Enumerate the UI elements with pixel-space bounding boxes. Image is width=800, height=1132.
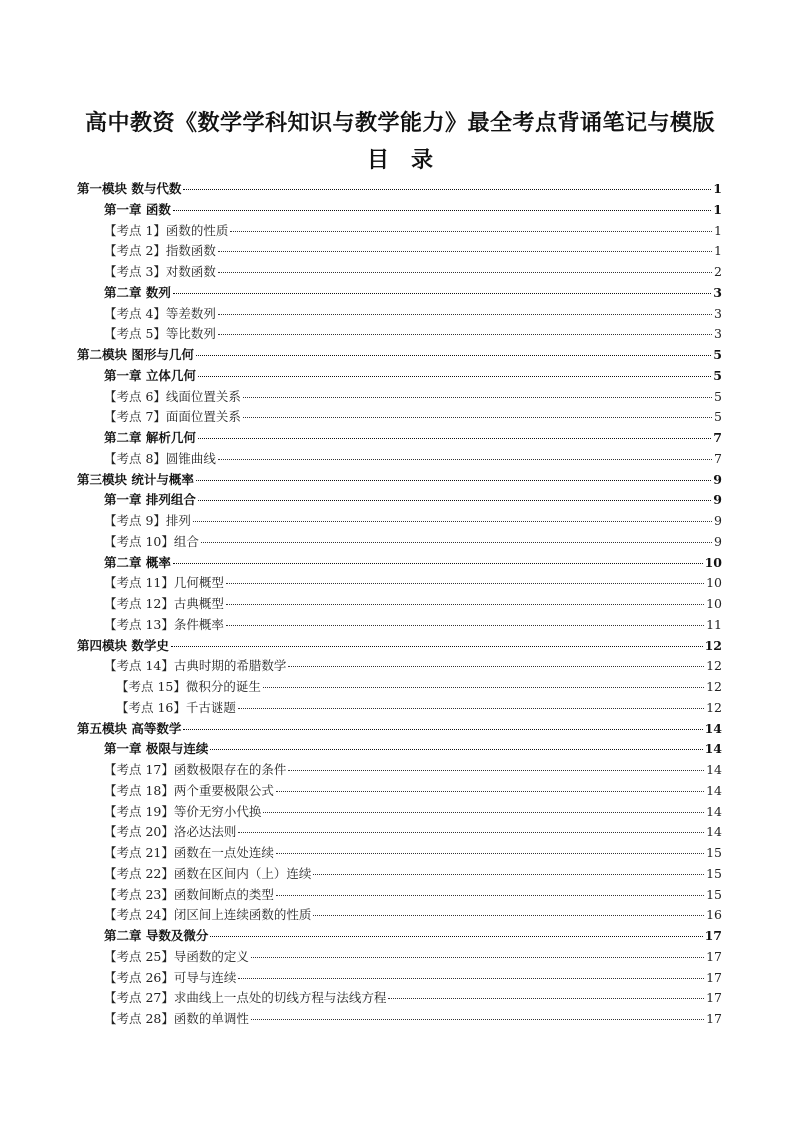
toc-entry-label: 【考点 12】古典概型: [104, 596, 224, 611]
dot-leader: [288, 666, 704, 667]
toc-entry-page-number: 14: [706, 824, 722, 840]
toc-entry-page-number: 14: [706, 782, 722, 798]
toc-entry-label: 【考点 26】可导与连续: [104, 969, 237, 985]
toc-entry-page-number: 14: [704, 720, 722, 736]
toc-entry-page-number: 9: [713, 471, 722, 487]
toc-entry-page-number: 15: [706, 886, 722, 902]
dot-leader: [238, 708, 704, 709]
toc-entry-page-number: 5: [714, 388, 722, 404]
toc-entry-label: 【考点 3】对数函数: [104, 264, 216, 279]
dot-leader: [218, 251, 712, 252]
toc-entry-label: 第一模块 数与代数: [77, 181, 182, 196]
toc-entry-page-number: 14: [706, 762, 722, 777]
toc-entry-label: 【考点 27】求曲线上一点处的切线方程与法线方程: [104, 990, 387, 1006]
dot-leader: [263, 812, 704, 813]
toc-entry-label: 第一章 极限与连续: [104, 741, 209, 757]
toc-entry-page-number: 15: [706, 865, 722, 881]
dot-leader: [230, 231, 712, 232]
dot-leader: [276, 895, 704, 896]
toc-entry-point[interactable]: [77, 262, 722, 283]
toc-entry-page-number: 15: [706, 845, 722, 860]
toc-entry-page-number: 5: [713, 347, 722, 362]
toc-entry-point[interactable]: [77, 988, 722, 1009]
toc-entry-page-number: 16: [706, 907, 722, 923]
dot-leader: [218, 314, 712, 315]
toc-entry-page-number: 9: [713, 492, 722, 508]
toc-entry-module[interactable]: [77, 179, 722, 200]
toc-entry-page-number: 2: [714, 264, 722, 279]
dot-leader: [173, 293, 711, 294]
dot-leader: [173, 563, 703, 564]
dot-leader: [238, 978, 704, 979]
toc-entry-point[interactable]: [77, 407, 722, 428]
dot-leader: [238, 832, 704, 833]
toc-entry-page-number: 10: [706, 575, 722, 591]
toc-entry-module[interactable]: [77, 636, 722, 657]
toc-entry-page-number: 12: [706, 679, 722, 694]
toc-entry-label: 【考点 6】线面位置关系: [104, 388, 241, 404]
toc-entry-label: 【考点 5】等比数列: [104, 326, 216, 342]
toc-entry-label: 第二章 解析几何: [104, 430, 196, 445]
dot-leader: [183, 729, 702, 730]
toc-entry-point[interactable]: [77, 760, 722, 781]
toc-entry-point[interactable]: [77, 532, 722, 553]
toc-entry-point[interactable]: [77, 822, 722, 843]
toc-entry-page-number: 5: [713, 367, 722, 383]
toc-entry-chapter[interactable]: [77, 200, 722, 221]
toc-entry-page-number: 1: [713, 201, 722, 217]
dot-leader: [171, 646, 703, 647]
table-of-contents: [77, 179, 722, 1030]
dot-leader: [201, 542, 712, 543]
toc-entry-label: 【考点 23】函数间断点的类型: [104, 886, 274, 902]
toc-entry-point[interactable]: [77, 594, 722, 615]
toc-entry-page-number: 17: [704, 928, 722, 943]
dot-leader: [226, 625, 704, 626]
dot-leader: [210, 936, 702, 937]
toc-entry-label: 【考点 20】洛必达法则: [104, 824, 237, 840]
dot-leader: [196, 480, 711, 481]
toc-entry-page-number: 12: [706, 658, 722, 674]
toc-entry-page-number: 17: [706, 990, 722, 1006]
toc-entry-point[interactable]: [77, 304, 722, 325]
toc-entry-point[interactable]: [77, 781, 722, 802]
toc-entry-label: 第三模块 统计与概率: [77, 471, 194, 487]
toc-entry-page-number: 5: [714, 409, 722, 425]
toc-entry-label: 【考点 24】闭区间上连续函数的性质: [104, 907, 312, 923]
toc-entry-label: 第二章 数列: [104, 284, 171, 300]
toc-entry-label: 第二模块 图形与几何: [77, 347, 194, 362]
toc-entry-label: 第一章 立体几何: [104, 367, 196, 383]
dot-leader: [226, 604, 704, 605]
dot-leader: [263, 687, 704, 688]
toc-entry-page-number: 14: [706, 803, 722, 819]
toc-entry-point[interactable]: [77, 324, 722, 345]
toc-entry-page-number: 7: [713, 430, 722, 445]
dot-leader: [198, 438, 711, 439]
toc-entry-page-number: 12: [706, 699, 722, 715]
toc-entry-page-number: 9: [714, 513, 722, 528]
toc-entry-page-number: 3: [714, 326, 722, 342]
dot-leader: [218, 334, 712, 335]
toc-entry-chapter[interactable]: [77, 739, 722, 760]
toc-entry-point[interactable]: [77, 449, 722, 470]
toc-entry-page-number: 17: [706, 948, 722, 964]
toc-entry-point[interactable]: [77, 387, 722, 408]
toc-entry-point[interactable]: [77, 802, 722, 823]
toc-entry-label: 【考点 13】条件概率: [104, 616, 224, 632]
toc-entry-module[interactable]: [77, 345, 722, 366]
toc-entry-point[interactable]: [77, 905, 722, 926]
toc-entry-point[interactable]: [77, 864, 722, 885]
toc-entry-label: 【考点 10】组合: [104, 533, 199, 549]
dot-leader: [218, 272, 712, 273]
dot-leader: [198, 376, 711, 377]
toc-entry-page-number: 10: [706, 596, 722, 611]
toc-entry-point[interactable]: [77, 1009, 722, 1030]
toc-entry-page-number: 11: [706, 616, 722, 632]
toc-entry-chapter[interactable]: [77, 283, 722, 304]
toc-entry-page-number: 12: [704, 637, 722, 653]
dot-leader: [276, 853, 704, 854]
toc-entry-label: 第四模块 数学史: [77, 637, 169, 653]
toc-entry-page-number: 9: [714, 533, 722, 549]
toc-entry-module[interactable]: [77, 470, 722, 491]
toc-entry-page-number: 1: [714, 222, 722, 238]
toc-entry-point[interactable]: [77, 241, 722, 262]
toc-entry-label: 第一章 排列组合: [104, 492, 196, 508]
toc-entry-label: 【考点 28】函数的单调性: [104, 1011, 249, 1026]
toc-entry-label: 第二章 概率: [104, 554, 171, 570]
toc-entry-label: 【考点 15】微积分的诞生: [116, 679, 261, 694]
toc-entry-label: 【考点 7】面面位置关系: [104, 409, 241, 425]
toc-entry-page-number: 3: [713, 284, 722, 300]
toc-entry-page-number: 1: [713, 181, 722, 196]
dot-leader: [313, 874, 704, 875]
toc-entry-label: 【考点 4】等差数列: [104, 305, 216, 321]
dot-leader: [210, 749, 702, 750]
toc-entry-point[interactable]: [77, 573, 722, 594]
toc-entry-label: 【考点 17】函数极限存在的条件: [104, 762, 287, 777]
toc-entry-chapter[interactable]: [77, 428, 722, 449]
dot-leader: [183, 189, 711, 190]
toc-entry-chapter[interactable]: [77, 490, 722, 511]
toc-entry-label: 【考点 25】导函数的定义: [104, 948, 249, 964]
toc-entry-label: 【考点 22】函数在区间内（上）连续: [104, 865, 312, 881]
toc-entry-point[interactable]: [77, 947, 722, 968]
toc-entry-label: 【考点 2】指数函数: [104, 243, 216, 259]
toc-entry-label: 【考点 9】排列: [104, 513, 191, 528]
dot-leader: [243, 417, 712, 418]
toc-entry-module[interactable]: [77, 719, 722, 740]
dot-leader: [313, 915, 704, 916]
toc-entry-label: 【考点 14】古典时期的希腊数学: [104, 658, 287, 674]
toc-entry-point[interactable]: [77, 698, 722, 719]
toc-entry-label: 【考点 8】圆锥曲线: [104, 450, 216, 466]
dot-leader: [198, 500, 711, 501]
toc-entry-label: 【考点 11】几何概型: [104, 575, 224, 591]
dot-leader: [226, 583, 704, 584]
toc-entry-page-number: 14: [704, 741, 722, 757]
toc-entry-chapter[interactable]: [77, 926, 722, 947]
toc-entry-label: 第二章 导数及微分: [104, 928, 209, 943]
toc-entry-point[interactable]: [77, 221, 722, 242]
dot-leader: [243, 397, 712, 398]
toc-entry-label: 第一章 函数: [104, 201, 171, 217]
toc-entry-page-number: 17: [706, 969, 722, 985]
toc-entry-point[interactable]: [77, 511, 722, 532]
toc-entry-page-number: 10: [704, 554, 722, 570]
toc-entry-page-number: 3: [714, 305, 722, 321]
document-title: 高中教资《数学学科知识与教学能力》最全考点背诵笔记与模版: [84, 110, 715, 136]
toc-entry-point[interactable]: [77, 885, 722, 906]
toc-entry-label: 【考点 19】等价无穷小代换: [104, 803, 262, 819]
toc-entry-page-number: 7: [714, 450, 722, 466]
toc-entry-point[interactable]: [77, 968, 722, 989]
toc-entry-point[interactable]: [77, 656, 722, 677]
dot-leader: [196, 355, 711, 356]
toc-entry-label: 第五模块 高等数学: [77, 720, 182, 736]
toc-entry-point[interactable]: [77, 615, 722, 636]
toc-entry-label: 【考点 1】函数的性质: [104, 222, 229, 238]
toc-heading: 目 录: [366, 147, 433, 173]
dot-leader: [251, 1019, 704, 1020]
toc-entry-page-number: 17: [706, 1011, 722, 1026]
toc-entry-chapter[interactable]: [77, 553, 722, 574]
toc-entry-label: 【考点 16】千古谜题: [116, 699, 236, 715]
toc-entry-chapter[interactable]: [77, 366, 722, 387]
dot-leader: [218, 459, 712, 460]
toc-entry-label: 【考点 18】两个重要极限公式: [104, 782, 274, 798]
dot-leader: [173, 210, 711, 211]
dot-leader: [276, 791, 704, 792]
toc-entry-point[interactable]: [77, 677, 722, 698]
dot-leader: [193, 521, 712, 522]
toc-entry-label: 【考点 21】函数在一点处连续: [104, 845, 274, 860]
toc-entry-point[interactable]: [77, 843, 722, 864]
dot-leader: [288, 770, 704, 771]
toc-entry-page-number: 1: [714, 243, 722, 259]
dot-leader: [388, 998, 704, 999]
dot-leader: [251, 957, 704, 958]
